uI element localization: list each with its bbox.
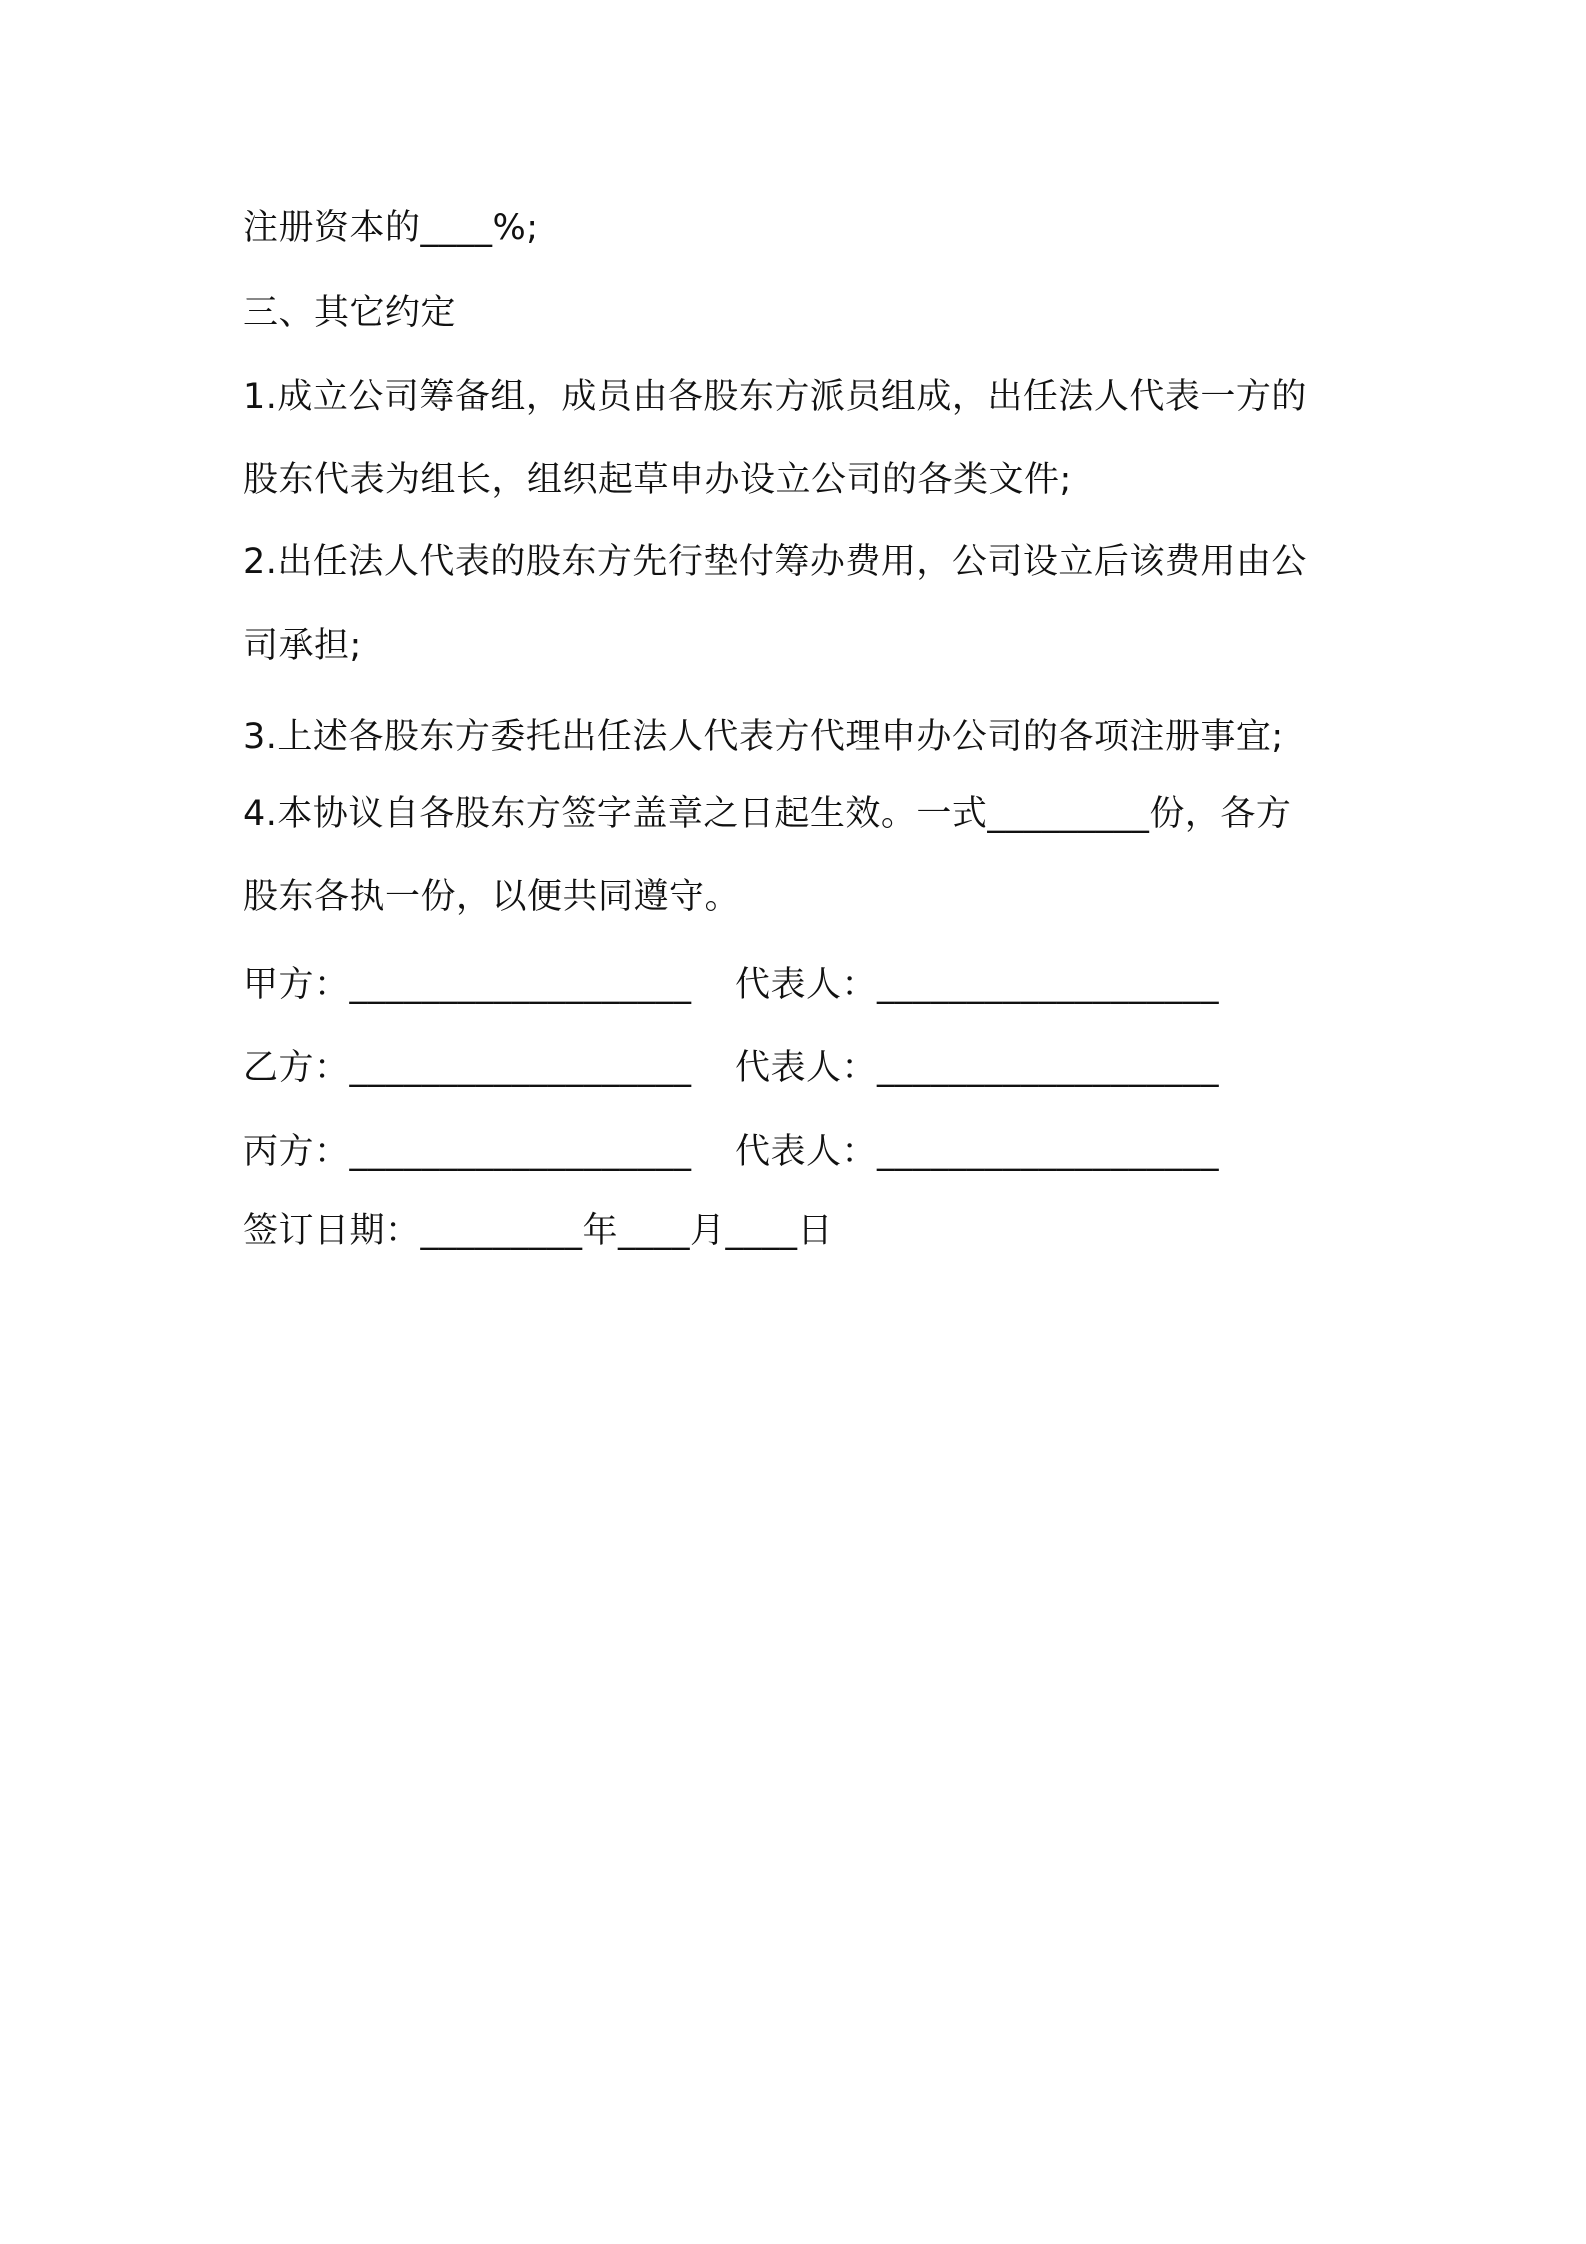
signing-date-line: 签订日期：_________年____月____日 bbox=[243, 1211, 834, 1251]
clause-4-line-1: 4.本协议自各股东方签字盖章之日起生效。一式_________份，各方 bbox=[243, 794, 1292, 834]
clause-2-line-2: 司承担; bbox=[243, 626, 362, 666]
clause-1-line-1: 1.成立公司筹备组，成员由各股东方派员组成，出任法人代表一方的 bbox=[243, 377, 1307, 417]
signature-row-party-b bbox=[243, 1046, 1219, 1090]
text-line-registered-capital: 注册资本的____%; bbox=[243, 208, 539, 248]
party-c-representative: 代表人：___________________ bbox=[735, 1132, 1220, 1172]
signature-row-party-c bbox=[243, 1130, 1219, 1174]
clause-3-line-1: 3.上述各股东方委托出任法人代表方代理申办公司的各项注册事宜; bbox=[243, 717, 1284, 757]
signature-row-party-a bbox=[243, 963, 1219, 1007]
party-b-label: 乙方：___________________ bbox=[243, 1048, 692, 1088]
clause-2-line-1: 2.出任法人代表的股东方先行垫付筹办费用，公司设立后该费用由公 bbox=[243, 542, 1307, 582]
party-a-label: 甲方：___________________ bbox=[243, 965, 692, 1005]
party-c-label: 丙方：___________________ bbox=[243, 1132, 692, 1172]
party-b-representative: 代表人：___________________ bbox=[735, 1048, 1220, 1088]
party-a-representative: 代表人：___________________ bbox=[735, 965, 1220, 1005]
section-heading-other-agreements: 三、其它约定 bbox=[243, 293, 457, 333]
clause-1-line-2: 股东代表为组长，组织起草申办设立公司的各类文件; bbox=[243, 460, 1072, 500]
clause-4-line-2: 股东各执一份，以便共同遵守。 bbox=[243, 877, 741, 917]
